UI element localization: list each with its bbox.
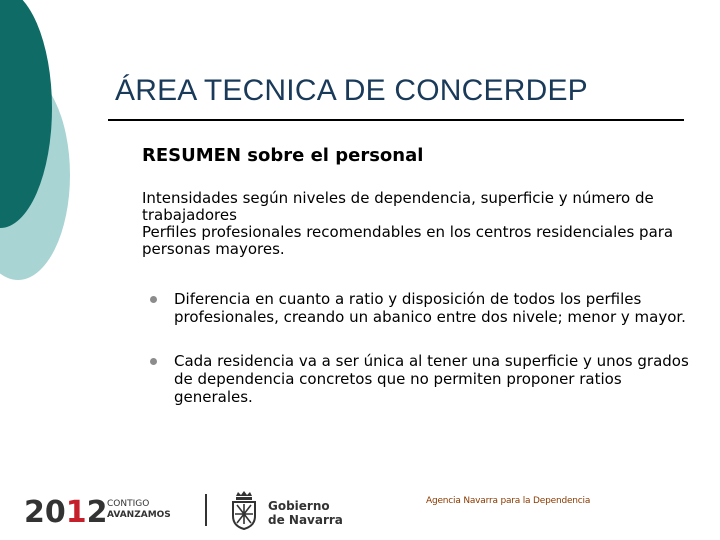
year-accent: 1 [65,495,87,530]
decorative-circles [0,0,110,300]
bullet-item [150,290,690,326]
intro-line: Perfiles profesionales recomendables en los centros residenciales para personas mayores. [142,223,674,258]
slide-title: ÁREA TECNICA DE CONCERDEP [115,74,588,107]
footer-agency: Agencia Navarra para la Dependencia [426,496,591,506]
footer-motto [107,499,171,521]
bullet-list [150,290,690,432]
footer-divider [205,494,207,526]
bullet-item [150,352,690,406]
motto-line: CONTIGO [107,499,150,509]
year-prefix: 20 [24,495,66,530]
title-underline [108,119,684,121]
gov-line: Gobierno [268,499,330,513]
motto-line: AVANZAMOS [107,510,171,520]
year-suffix: 2 [86,495,108,530]
footer-year-logo [24,495,108,530]
intro-line: Intensidades según niveles de dependencia, superficie y número de trabajadores [142,189,654,224]
slide-subtitle: RESUMEN sobre el personal [142,145,424,166]
bullet-dot [150,296,157,303]
intro-text [142,190,682,258]
footer-government [268,499,343,527]
bullet-text: Cada residencia va a ser única al tener una superficie y unos grados de dependencia concretos que no permiten proponer ratios generales. [174,352,689,406]
bullet-text: Diferencia en cuanto a ratio y disposición de todos los perfiles profesionales, creando un abanico entre dos nivele; menor y mayor. [174,290,686,326]
gov-line: de Navarra [268,513,343,527]
bullet-dot [150,358,157,365]
navarra-shield-icon [228,490,260,530]
